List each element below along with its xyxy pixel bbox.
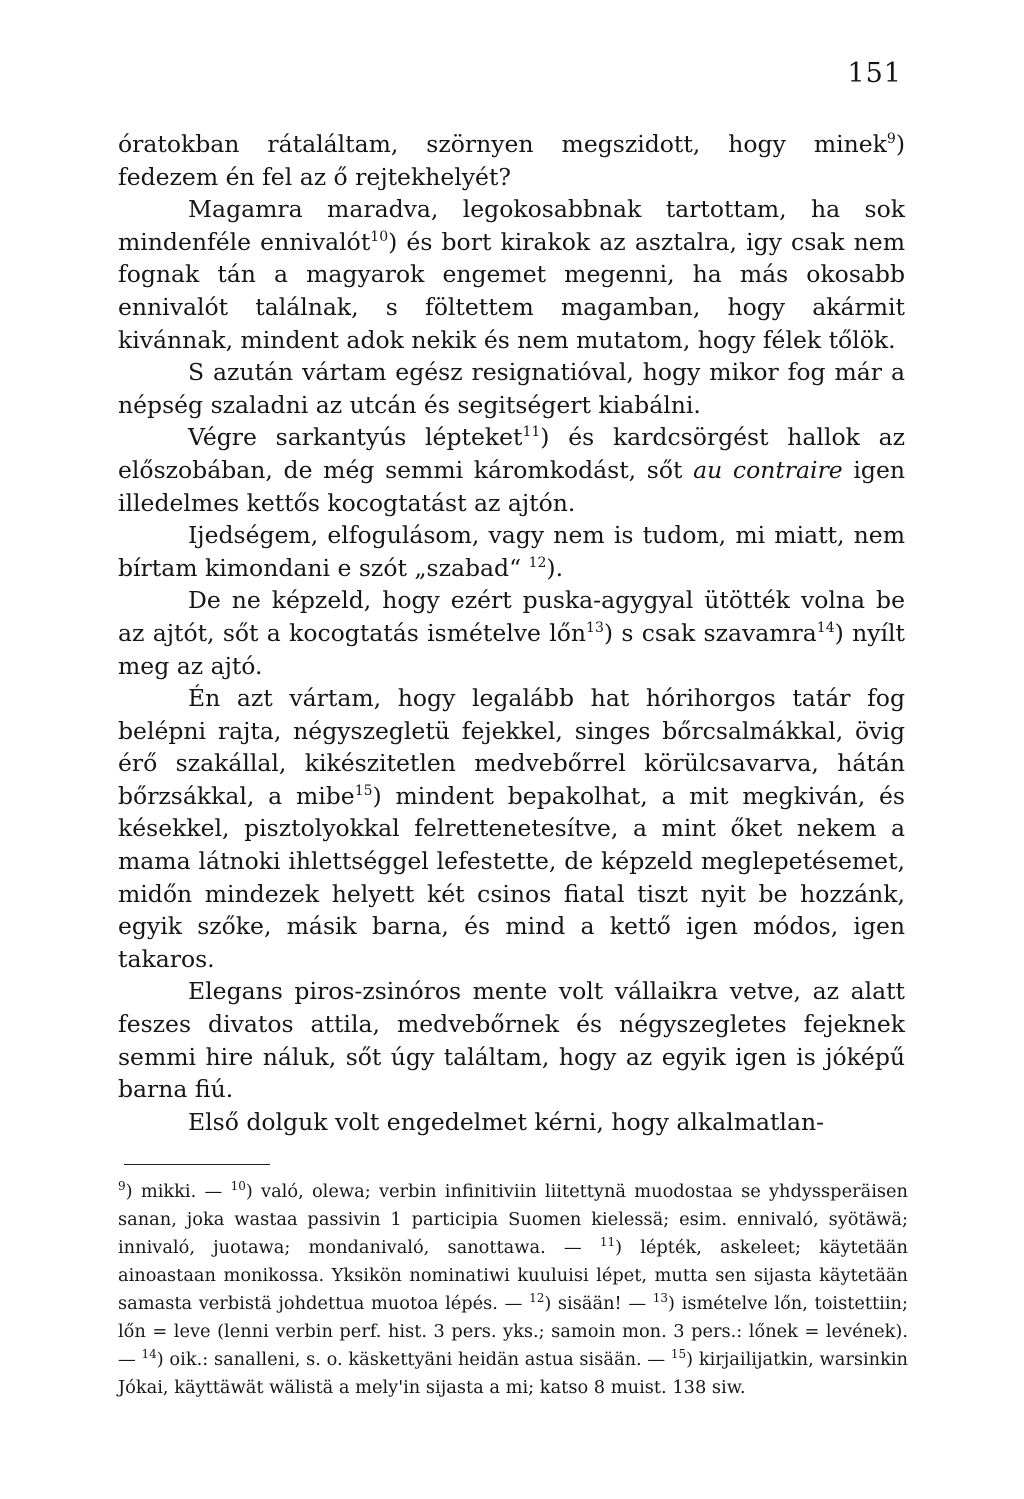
- text-run: ) nyílt meg az ajtó.: [118, 618, 905, 680]
- paragraph: [118, 356, 905, 421]
- text-run: ) lépték, askeleet; käytetään ainoastaan monikossa. Yksikön nominatiwi kuuluisi lépet, mutta sen sijasta käytetään samasta verbistä johdettua muotoa lépés. —: [118, 1237, 908, 1314]
- text-run: ) oik.: sanalleni, s. o. käskettyäni heidän astua sisään. —: [156, 1349, 671, 1370]
- footnote-reference: 14: [816, 619, 835, 636]
- footnote-reference: 15: [354, 782, 373, 799]
- text-run: ) mikki. —: [125, 1181, 231, 1202]
- footnote-reference: 12: [528, 554, 547, 571]
- text-run: ) és bort kirakok az asztalra, igy csak nem fognak tán a magyarok engemet megenni, ha más okosabb ennivalót találnak, s föltettem magamban, hogy akármit kivánnak, mindent adok nekik és nem mutatom, hogy félek tőlök.: [118, 227, 905, 354]
- page-number: 151: [847, 58, 902, 89]
- footnote-reference: 11: [522, 424, 541, 441]
- text-run: ) s csak szavamra: [603, 618, 817, 647]
- paragraph: [118, 421, 905, 519]
- footnote-reference: 10: [370, 228, 389, 245]
- paragraph: [118, 682, 905, 975]
- body-text: [118, 128, 905, 1138]
- footnote-reference: 13: [586, 619, 604, 636]
- text-run: Én azt vártam, hogy legalább hat hórihorgos tatár fog belépni rajta, négyszegletü fejekkel, singes bőrcsalmákkal, övig érő szakállal, kikészitetlen medvebőrrel körülcsavarva, hátán bőrzsákkal, a mibe: [118, 684, 905, 810]
- text-run: igen illedelmes kettős kocogtatást az ajtón.: [118, 455, 905, 517]
- text-run: De ne képzeld, hogy ezért puska-agygyal ütötték volna be az ajtót, sőt a kocogtatás ismételve lőn: [118, 586, 905, 647]
- footnote-reference: 9: [118, 1179, 126, 1193]
- footnotes: [118, 1178, 908, 1402]
- paragraph: [118, 1106, 905, 1139]
- text-run: Első dolguk volt engedelmet kérni, hogy alkalmatlan-: [188, 1107, 825, 1136]
- footnote-reference: 15: [670, 1347, 687, 1361]
- paragraph: [118, 584, 905, 682]
- paragraph: [118, 128, 905, 193]
- text-run: ) sisään! —: [544, 1293, 653, 1314]
- footnote-reference: 12: [529, 1291, 545, 1305]
- text-run: Ijedségem, elfogulásom, vagy nem is tudom, mi miatt, nem bírtam kimondani e szót „szabad“: [118, 521, 905, 582]
- text-run: Végre sarkantyús lépteket: [188, 423, 523, 452]
- text-run: S azután vártam egész resignatióval, hogy mikor fog már a népség szaladni az utcán és segitségert kiabálni.: [118, 358, 905, 419]
- text-run: ) és kardcsörgést hallok az előszobában, de még semmi káromkodást, sőt: [118, 423, 906, 484]
- footnote-reference: 9: [886, 131, 896, 147]
- text-run: ) fedezem én fel az ő rejtekhelyét?: [118, 130, 905, 191]
- paragraph: [118, 519, 905, 584]
- text-run: ) való, olewa; verbin infinitiviin liitettynä muodostaa se yhdyssperäisen sanan, joka wastaa passivin 1 participia Suomen kielessä; esim. ennivaló, syötäwä; innivaló, juotawa; mondanivaló, sanottawa. —: [118, 1181, 908, 1258]
- paragraph: [118, 975, 905, 1105]
- text-run: ) mindent bepakolhat, a mit megkiván, és késekkel, pisztolyokkal felrettenetesítve, a mint őket nekem a mama látnoki ihlettséggel lefestette, de képzeld meglepetésemet, midőn mindezek helyett két csinos fiatal tiszt nyit be hozzánk, egyik szőke, másik barna, és mind a kettő igen módos, igen takaros.: [118, 781, 905, 973]
- footnote-reference: 10: [230, 1179, 246, 1193]
- footnote-reference: 13: [652, 1291, 669, 1305]
- text-run: ).: [546, 553, 564, 582]
- text-run: ) ismételve lőn, toistettiin; lőn = leve (lenni verbin perf. hist. 3 pers. yks.; samoin mon. 3 pers.: lőnek = levének). —: [118, 1293, 908, 1370]
- footnote-reference: 11: [599, 1235, 616, 1249]
- text-run: óratokban rátaláltam, szörnyen megszidott, hogy minek: [118, 130, 887, 158]
- italic-phrase: au contraire: [693, 455, 843, 484]
- text-run: Elegans piros-zsinóros mente volt vállaikra vetve, az alatt feszes divatos attila, medvebőrnek és négyszegletes fejeknek semmi hire náluk, sőt úgy találtam, hogy az egyik igen is jóképű barna fiú.: [118, 977, 905, 1104]
- text-run: ) kirjailijatkin, warsinkin Jókai, käyttäwät wälistä a mely'in sijasta a mi; katso 8 muist. 138 siw.: [118, 1349, 908, 1398]
- footnote-divider: [124, 1164, 270, 1165]
- footnote-text: [118, 1178, 908, 1402]
- paragraph: [118, 193, 905, 356]
- footnote-reference: 14: [141, 1347, 157, 1361]
- text-run: Magamra maradva, legokosabbnak tartottam, ha sok mindenféle ennivalót: [118, 195, 905, 256]
